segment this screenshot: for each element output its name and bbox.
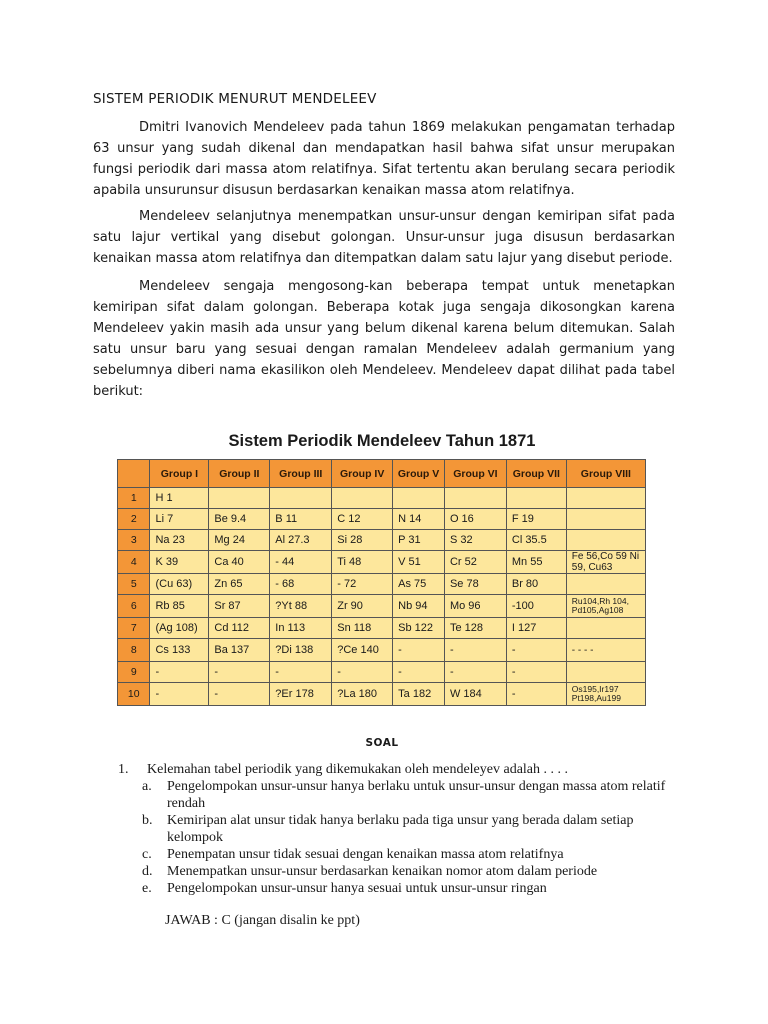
- header-cell: Group II: [209, 460, 270, 488]
- option-text: Menempatkan unsur-unsur berdasarkan kenaikan nomor atom dalam periode: [167, 864, 598, 879]
- paragraph-1: [93, 117, 675, 201]
- table-cell: B 11: [270, 509, 332, 530]
- table-cell: Nb 94: [393, 595, 445, 618]
- question-1: [118, 761, 678, 897]
- table-cell: P 31: [393, 530, 445, 551]
- option-b: [142, 812, 678, 846]
- table-row: [118, 639, 646, 662]
- table-cell: -: [506, 683, 566, 706]
- row-number: 8: [118, 639, 150, 662]
- table-cell: Se 78: [444, 574, 506, 595]
- table-cell: Na 23: [150, 530, 209, 551]
- table-cell: Be 9.4: [209, 509, 270, 530]
- table-cell: Mo 96: [444, 595, 506, 618]
- row-number: 4: [118, 551, 150, 574]
- table-cell: - 72: [332, 574, 393, 595]
- table-cell: O 16: [444, 509, 506, 530]
- table-cell: Zr 90: [332, 595, 393, 618]
- header-cell: Group III: [270, 460, 332, 488]
- table-cell: [393, 488, 445, 509]
- table-row: [118, 683, 646, 706]
- table-cell: W 184: [444, 683, 506, 706]
- table-cell: [566, 618, 645, 639]
- table-cell: [566, 509, 645, 530]
- table-cell: Li 7: [150, 509, 209, 530]
- option-letter: d.: [142, 864, 153, 879]
- table-cell: In 113: [270, 618, 332, 639]
- table-cell: As 75: [393, 574, 445, 595]
- option-letter: a.: [142, 779, 152, 794]
- table-cell: Os195,Ir197 Pt198,Au199: [566, 683, 645, 706]
- row-number: 6: [118, 595, 150, 618]
- table-cell: [566, 662, 645, 683]
- table-row: [118, 551, 646, 574]
- table-cell: [209, 488, 270, 509]
- table-cell: Ta 182: [393, 683, 445, 706]
- document-title: SISTEM PERIODIK MENURUT MENDELEEV: [93, 91, 377, 107]
- table-row: [118, 574, 646, 595]
- paragraph-3-text: Mendeleev sengaja mengosong-kan beberapa tempat untuk menetapkan kemiripan sifat dalam golongan. Beberapa kotak juga sengaja dikosongkan karena Mendeleev yakin masih ada unsur yang belum dikenal karena belum ditemukan. Salah satu unsur baru yang sesuai dengan ramalan Mendeleev adalah germanium yang sebelumnya diberi nama ekasilikon oleh Mendeleev. Mendeleev dapat dilihat pada tabel berikut:: [93, 279, 675, 399]
- section-label: SOAL: [365, 737, 399, 749]
- option-text: Pengelompokan unsur-unsur hanya berlaku untuk unsur-unsur dengan massa atom relatif rendah: [167, 779, 666, 811]
- table-row: [118, 662, 646, 683]
- table-cell: -: [209, 683, 270, 706]
- option-d: [142, 863, 678, 880]
- table-cell: (Cu 63): [150, 574, 209, 595]
- table-cell: Si 28: [332, 530, 393, 551]
- table-cell: ?Di 138: [270, 639, 332, 662]
- table-cell: Sr 87: [209, 595, 270, 618]
- table-cell: -: [393, 662, 445, 683]
- header-cell: Group VI: [444, 460, 506, 488]
- paragraph-2: [93, 206, 675, 269]
- table-cell: Sn 118: [332, 618, 393, 639]
- answer-key: JAWAB : C (jangan disalin ke ppt): [165, 913, 360, 928]
- paragraph-1-text: Dmitri Ivanovich Mendeleev pada tahun 1869 melakukan pengamatan terhadap 63 unsur yang sudah dikenal dan mendapatkan hasil bahwa sifat unsur merupakan fungsi periodik dari massa atom relatifnya. Sifat tertentu akan berulang secara periodik apabila unsurunsur disusun berdasarkan kenaikan massa atom relatifnya.: [93, 120, 675, 198]
- table-cell: [506, 488, 566, 509]
- paragraph-3: [93, 276, 675, 402]
- table-cell: Sb 122: [393, 618, 445, 639]
- table-cell: S 32: [444, 530, 506, 551]
- question-header: [118, 761, 678, 778]
- table-cell: -: [444, 662, 506, 683]
- table-cell: - 68: [270, 574, 332, 595]
- option-letter: e.: [142, 881, 152, 896]
- table-cell: [444, 488, 506, 509]
- row-number: 9: [118, 662, 150, 683]
- table-cell: Ti 48: [332, 551, 393, 574]
- header-cell: Group VIII: [566, 460, 645, 488]
- periodic-table: [117, 459, 646, 706]
- table-header-row: [118, 460, 646, 488]
- option-letter: c.: [142, 847, 152, 862]
- option-text: Pengelompokan unsur-unsur hanya sesuai untuk unsur-unsur ringan: [167, 881, 547, 896]
- table-cell: Ca 40: [209, 551, 270, 574]
- table-cell: -: [150, 683, 209, 706]
- header-cell: Group V: [393, 460, 445, 488]
- row-number: 10: [118, 683, 150, 706]
- table-cell: Ba 137: [209, 639, 270, 662]
- option-c: [142, 846, 678, 863]
- table-cell: Br 80: [506, 574, 566, 595]
- table-cell: H 1: [150, 488, 209, 509]
- table-cell: - 44: [270, 551, 332, 574]
- table-title: Sistem Periodik Mendeleev Tahun 1871: [228, 432, 536, 450]
- table-cell: [270, 488, 332, 509]
- header-cell: [118, 460, 150, 488]
- table-cell: ?Yt 88: [270, 595, 332, 618]
- table-row: [118, 595, 646, 618]
- option-a: [142, 778, 678, 812]
- table-cell: K 39: [150, 551, 209, 574]
- row-number: 1: [118, 488, 150, 509]
- table-cell: -: [506, 662, 566, 683]
- table-cell: Rb 85: [150, 595, 209, 618]
- table-cell: Mg 24: [209, 530, 270, 551]
- row-number: 3: [118, 530, 150, 551]
- table-cell: -: [150, 662, 209, 683]
- table-cell: I 127: [506, 618, 566, 639]
- table-cell: N 14: [393, 509, 445, 530]
- table-cell: Fe 56,Co 59 Ni 59, Cu63: [566, 551, 645, 574]
- table-cell: [332, 488, 393, 509]
- table-cell: Al 27.3: [270, 530, 332, 551]
- question-number: 1.: [118, 762, 129, 777]
- option-e: [142, 880, 678, 897]
- table-cell: F 19: [506, 509, 566, 530]
- paragraph-2-text: Mendeleev selanjutnya menempatkan unsur-unsur dengan kemiripan sifat pada satu lajur vertikal yang disebut golongan. Unsur-unsur juga disusun berdasarkan kenaikan massa atom relatifnya dan ditempatkan dalam satu lajur yang disebut periode.: [93, 209, 675, 266]
- option-text: Kemiripan alat unsur tidak hanya berlaku pada tiga unsur yang berada dalam setiap kelompok: [167, 813, 634, 845]
- table-cell: [566, 488, 645, 509]
- table-row: [118, 488, 646, 509]
- option-text: Penempatan unsur tidak sesuai dengan kenaikan massa atom relatifnya: [167, 847, 564, 862]
- table-cell: ?Er 178: [270, 683, 332, 706]
- table-cell: -: [506, 639, 566, 662]
- table-cell: C 12: [332, 509, 393, 530]
- row-number: 5: [118, 574, 150, 595]
- table-cell: ?Ce 140: [332, 639, 393, 662]
- header-cell: Group I: [150, 460, 209, 488]
- answer-options: [118, 778, 678, 897]
- table-cell: -: [332, 662, 393, 683]
- option-letter: b.: [142, 813, 153, 828]
- table-cell: -: [209, 662, 270, 683]
- table-cell: V 51: [393, 551, 445, 574]
- question-text: Kelemahan tabel periodik yang dikemukakan oleh mendeleyev adalah . . . .: [147, 762, 569, 777]
- table-cell: [566, 530, 645, 551]
- table-cell: -: [393, 639, 445, 662]
- header-cell: Group IV: [332, 460, 393, 488]
- table-cell: Mn 55: [506, 551, 566, 574]
- table-cell: Zn 65: [209, 574, 270, 595]
- table-cell: -: [270, 662, 332, 683]
- table-cell: -100: [506, 595, 566, 618]
- table-cell: -: [444, 639, 506, 662]
- table-cell: (Ag 108): [150, 618, 209, 639]
- table-cell: - - - -: [566, 639, 645, 662]
- table-cell: ?La 180: [332, 683, 393, 706]
- header-cell: Group VII: [506, 460, 566, 488]
- table-cell: Te 128: [444, 618, 506, 639]
- table-cell: Cl 35.5: [506, 530, 566, 551]
- row-number: 2: [118, 509, 150, 530]
- table-cell: Cs 133: [150, 639, 209, 662]
- row-number: 7: [118, 618, 150, 639]
- table-row: [118, 509, 646, 530]
- table-cell: Cr 52: [444, 551, 506, 574]
- table-row: [118, 530, 646, 551]
- table-cell: Cd 112: [209, 618, 270, 639]
- table-cell: Ru104,Rh 104, Pd105,Ag108: [566, 595, 645, 618]
- table-cell: [566, 574, 645, 595]
- table-row: [118, 618, 646, 639]
